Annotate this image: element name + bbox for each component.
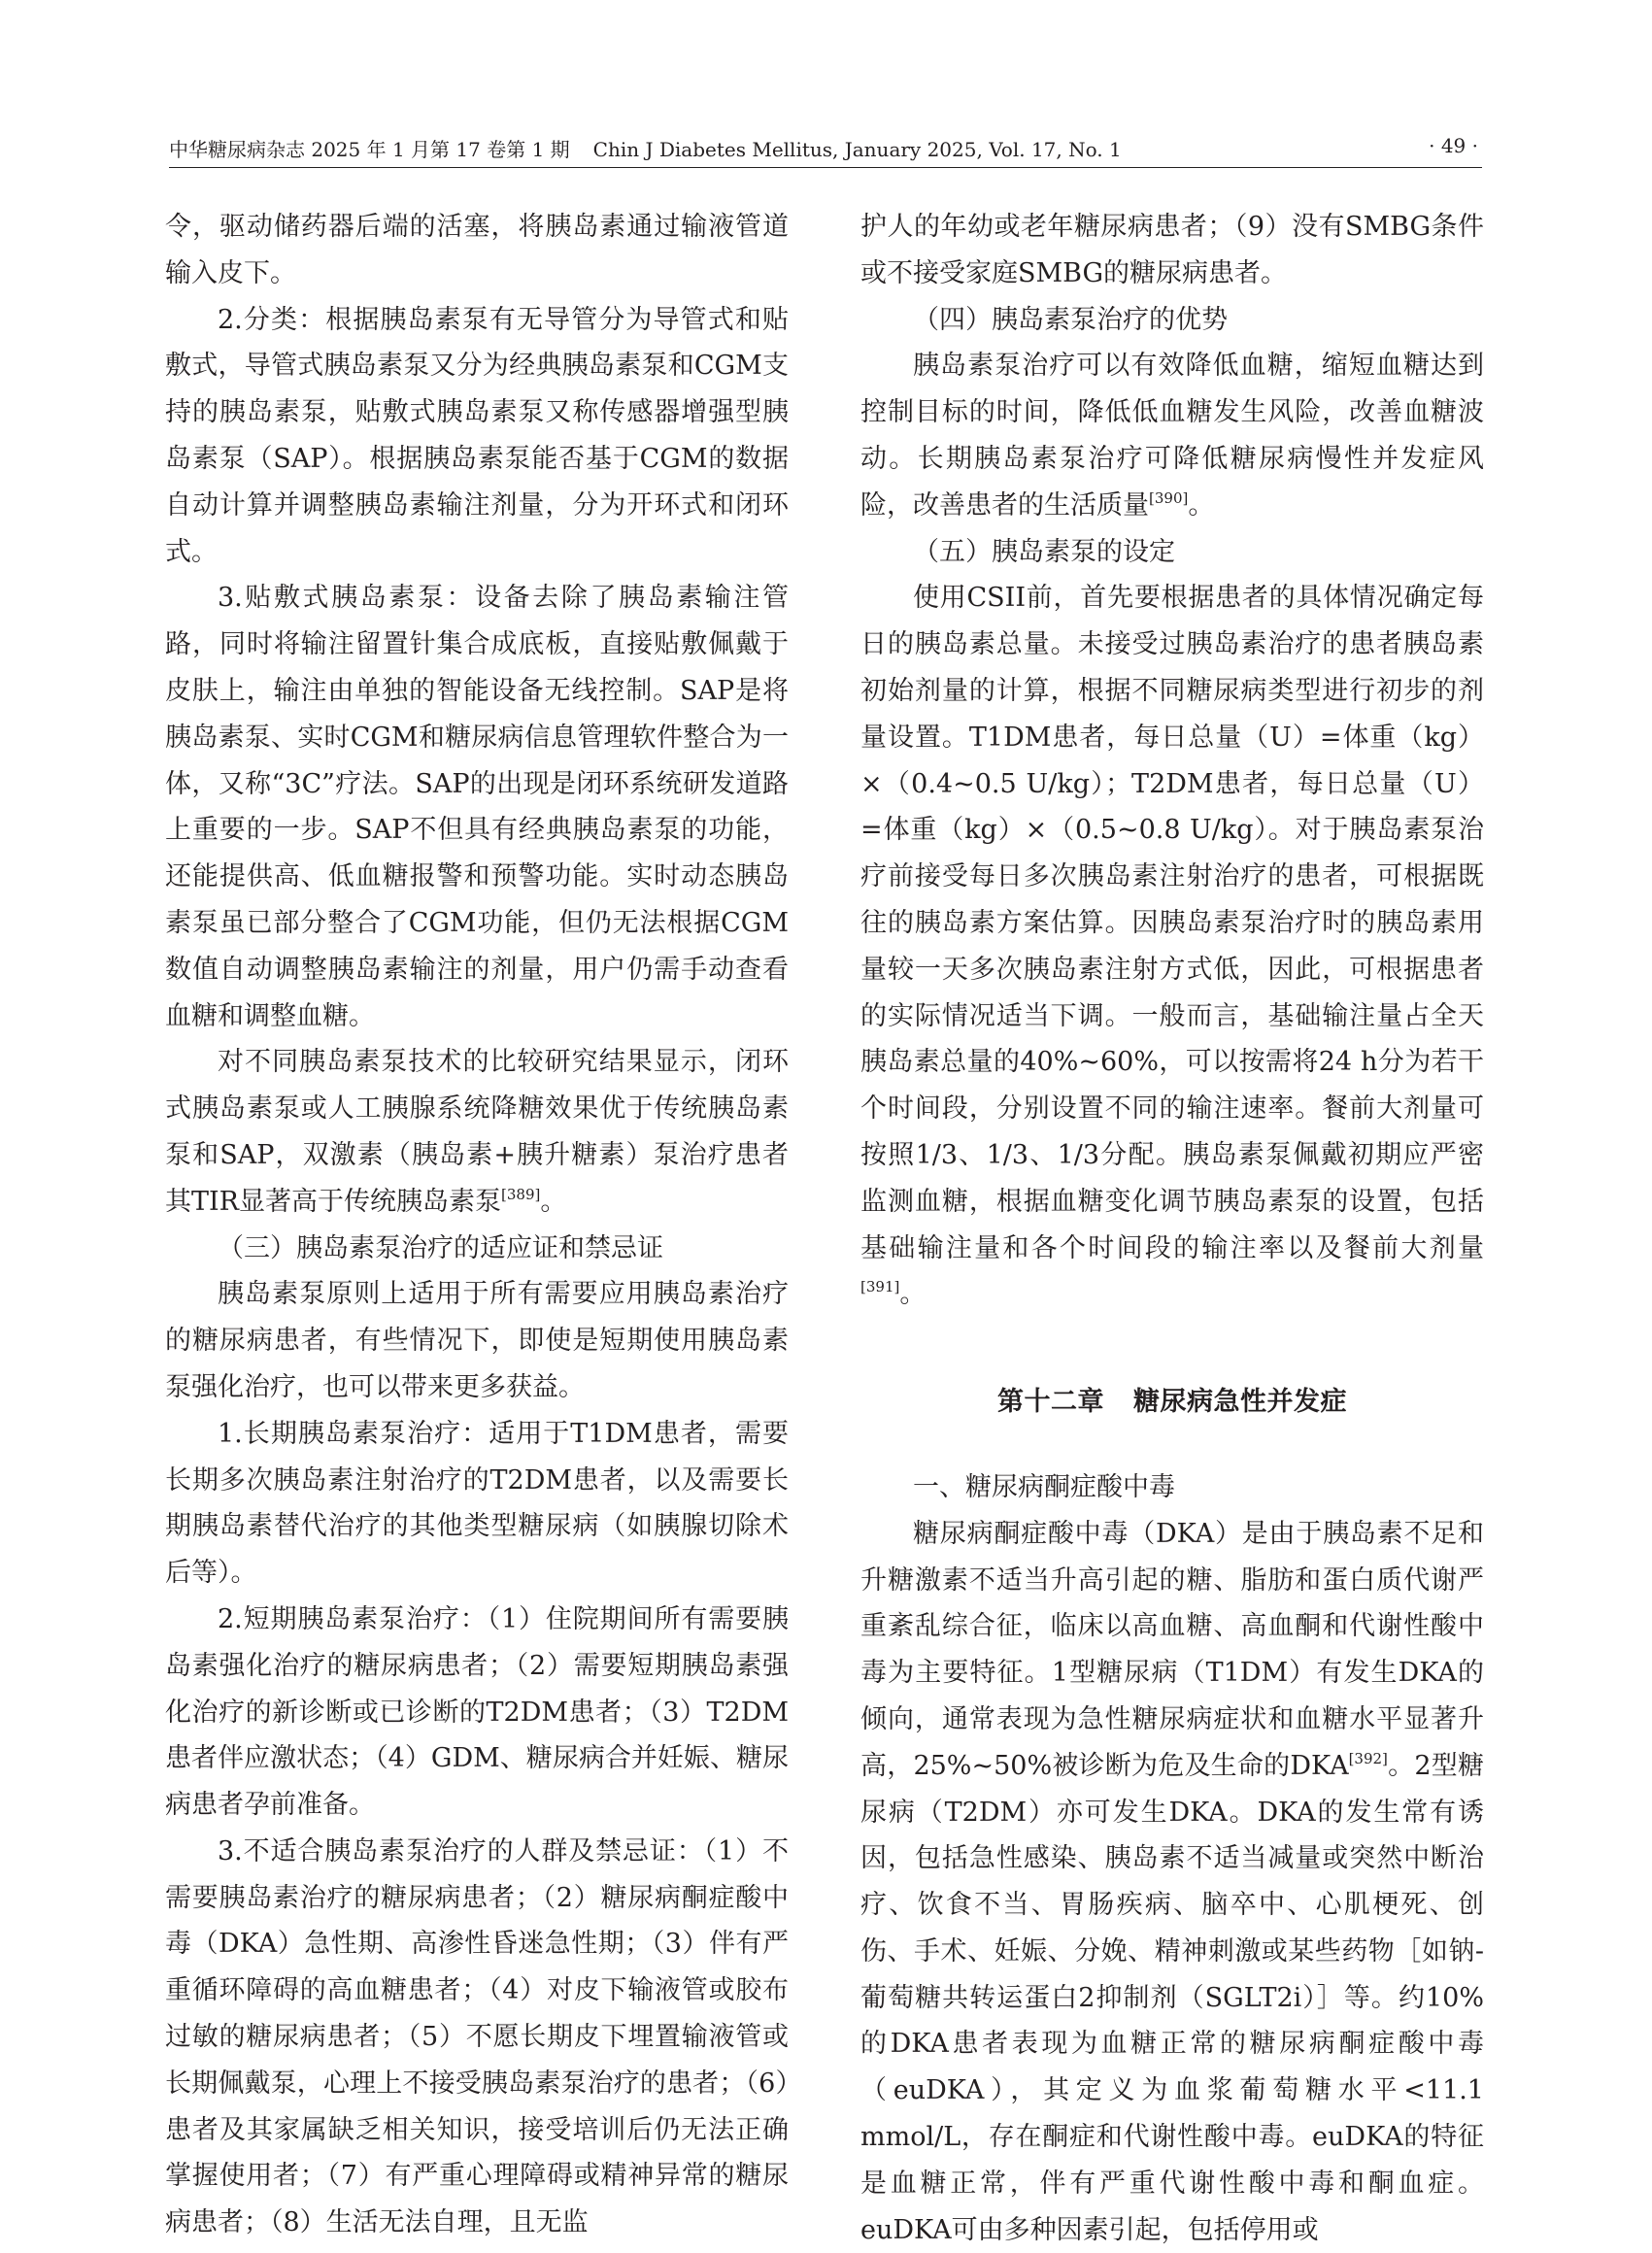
- section-heading: 一、糖尿病酮症酸中毒: [913, 1471, 1175, 1502]
- spacer: [860, 1426, 1484, 1464]
- citation-ref: [391]: [860, 1278, 900, 1296]
- right-column: [860, 204, 1484, 2253]
- journal-title-cn: 中华糖尿病杂志 2025 年 1 月第 17 卷第 1 期: [169, 138, 570, 161]
- paragraph-text: 胰岛素泵治疗可以有效降低血糖，缩短血糖达到控制目标的时间，降低低血糖发生风险，改善血糖波动。长期胰岛素泵治疗可降低糖尿病慢性并发症风险，改善患者的生活质量: [860, 351, 1484, 521]
- citation-ref: [392]: [1348, 1749, 1388, 1767]
- paragraph-text: 。2型糖尿病（T2DM）亦可发生DKA。DKA的发生常有诱因，包括急性感染、胰岛素不适当减量或突然中断治疗、饮食不当、胃肠疾病、脑卒中、心肌梗死、创伤、手术、妊娠、分娩、精神刺激或某些药物［如钠-葡萄糖共转运蛋白2抑制剂（SGLT2i）］等。约10%的DKA患者表现为血糖正常的糖尿病酮症酸中毒（euDKA），其定义为血浆葡萄糖水平<11.1 mmol/L，存在酮症和代谢性酸中毒。euDKA的特征是血糖正常，伴有严重代谢性酸中毒和酮血症。euDKA可由多种因素引起，包括停用或: [860, 1750, 1484, 2245]
- section-heading: （五）胰岛素泵的设定: [913, 536, 1175, 567]
- paragraph: 令，驱动储药器后端的活塞，将胰岛素通过输液管道输入皮下。: [165, 212, 789, 288]
- chapter-title: 糖尿病急性并发症: [1133, 1387, 1347, 1418]
- paragraph: 2.分类：根据胰岛素泵有无导管分为导管式和贴敷式，导管式胰岛素泵又分为经典胰岛素泵和CGM支持的胰岛素泵，贴敷式胰岛素泵又称传感器增强型胰岛素泵（SAP）。根据胰岛素泵能否基于CGM的数据自动计算并调整胰岛素输注剂量，分为开环式和闭环式。: [165, 304, 789, 567]
- section-heading: （四）胰岛素泵治疗的优势: [913, 304, 1228, 335]
- journal-title: [169, 134, 1122, 162]
- paragraph: 护人的年幼或老年糖尿病患者；（9）没有SMBG条件或不接受家庭SMBG的糖尿病患者。: [860, 212, 1484, 288]
- page-number: · 49 ·: [1429, 134, 1478, 157]
- citation-ref: [389]: [501, 1185, 541, 1203]
- paragraph: 1.长期胰岛素泵治疗：适用于T1DM患者，需要长期多次胰岛素注射治疗的T2DM患者，以及需要长期胰岛素替代治疗的其他类型糖尿病（如胰腺切除术后等）。: [165, 1418, 789, 1589]
- paragraph-text: 。: [899, 1279, 927, 1310]
- paragraph: [165, 1039, 789, 1225]
- paragraph-text: 对不同胰岛素泵技术的比较研究结果显示，闭环式胰岛素泵或人工胰腺系统降糖效果优于传统胰岛素泵和SAP，双激素（胰岛素+胰升糖素）泵治疗患者其TIR显著高于传统胰岛素泵: [165, 1047, 789, 1217]
- chapter-heading: [860, 1379, 1484, 1426]
- paragraph: [860, 575, 1484, 1318]
- paragraph: 2.短期胰岛素泵治疗：（1）住院期间所有需要胰岛素强化治疗的糖尿病患者；（2）需要短期胰岛素强化治疗的新诊断或已诊断的T2DM患者；（3）T2DM患者伴应激状态；（4）GDM、糖尿病合并妊娠、糖尿病患者孕前准备。: [165, 1603, 789, 1821]
- chapter-number: 第十二章: [997, 1387, 1104, 1418]
- paragraph: 3.贴敷式胰岛素泵：设备去除了胰岛素输注管路，同时将输注留置针集合成底板，直接贴敷佩戴于皮肤上，输注由单独的智能设备无线控制。SAP是将胰岛素泵、实时CGM和糖尿病信息管理软件整合为一体，又称“3C”疗法。SAP的出现是闭环系统研发道路上重要的一步。SAP不但具有经典胰岛素泵的功能，还能提供高、低血糖报警和预警功能。实时动态胰岛素泵虽已部分整合了CGM功能，但仍无法根据CGM数值自动调整胰岛素输注的剂量，用户仍需手动查看血糖和调整血糖。: [165, 583, 789, 1031]
- paragraph-text: 。: [1188, 489, 1215, 521]
- paragraph: [860, 1511, 1484, 2253]
- paragraph: 胰岛素泵原则上适用于所有需要应用胰岛素治疗的糖尿病患者，有些情况下，即使是短期使用胰岛素泵强化治疗，也可以带来更多获益。: [165, 1279, 789, 1402]
- paragraph: 3.不适合胰岛素泵治疗的人群及禁忌证：（1）不需要胰岛素治疗的糖尿病患者；（2）糖尿病酮症酸中毒（DKA）急性期、高渗性昏迷急性期；（3）伴有严重循环障碍的高血糖患者；（4）对皮下输液管或胶布过敏的糖尿病患者；（5）不愿长期皮下埋置输液管或长期佩戴泵，心理上不接受胰岛素泵治疗的患者；（6）患者及其家属缺乏相关知识，接受培训后仍无法正确掌握使用者；（7）有严重心理障碍或精神异常的糖尿病患者；（8）生活无法自理，且无监: [165, 1835, 789, 2238]
- spacer: [860, 1318, 1484, 1379]
- journal-title-en: Chin J Diabetes Mellitus, January 2025, Vol. 17, No. 1: [592, 138, 1122, 161]
- paragraph-text: 使用CSII前，首先要根据患者的具体情况确定每日的胰岛素总量。未接受过胰岛素治疗的患者胰岛素初始剂量的计算，根据不同糖尿病类型进行初步的剂量设置。T1DM患者，每日总量（U）=体重（kg）×（0.4~0.5 U/kg）；T2DM患者，每日总量（U）=体重（kg）×（0.5~0.8 U/kg）。对于胰岛素泵治疗前接受每日多次胰岛素注射治疗的患者，可根据既往的胰岛素方案估算。因胰岛素泵治疗时的胰岛素用量较一天多次胰岛素注射方式低，因此，可根据患者的实际情况适当下调。一般而言，基础输注量占全天胰岛素总量的40%~60%，可以按需将24 h分为若干个时间段，分别设置不同的输注速率。餐前大剂量可按照1/3、1/3、1/3分配。胰岛素泵佩戴初期应严密监测血糖，根据血糖变化调节胰岛素泵的设置，包括基础输注量和各个时间段的输注率以及餐前大剂量: [860, 583, 1484, 1263]
- citation-ref: [390]: [1149, 488, 1189, 507]
- left-column: [165, 204, 789, 2246]
- section-heading: （三）胰岛素泵治疗的适应证和禁忌证: [218, 1232, 663, 1263]
- paragraph-text: 。: [540, 1186, 567, 1217]
- paragraph-text: 糖尿病酮症酸中毒（DKA）是由于胰岛素不足和升糖激素不适当升高引起的糖、脂肪和蛋白质代谢严重紊乱综合征，临床以高血糖、高血酮和代谢性酸中毒为主要特征。1型糖尿病（T1DM）有发生DKA的倾向，通常表现为急性糖尿病症状和血糖水平显著升高，25%~50%被诊断为危及生命的DKA: [860, 1518, 1484, 1781]
- paragraph: [860, 343, 1484, 528]
- running-header: [169, 134, 1482, 168]
